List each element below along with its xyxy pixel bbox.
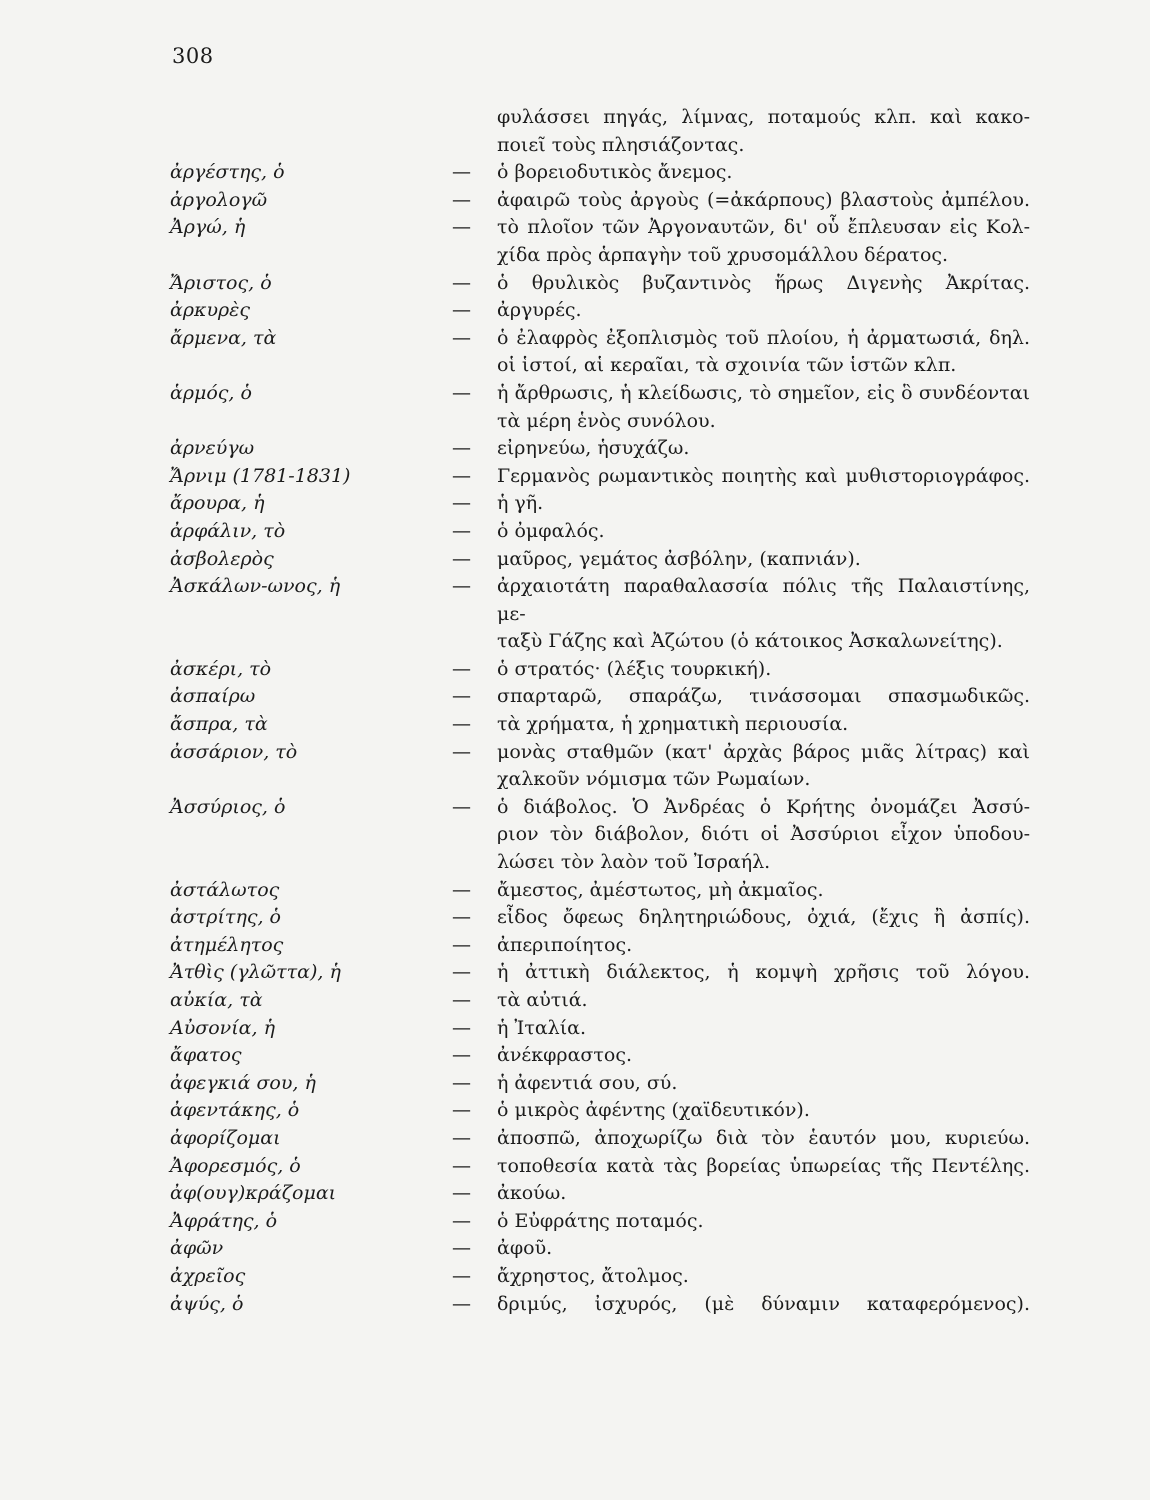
entry-definition <box>497 1291 1030 1319</box>
entry-dash: — <box>452 1292 471 1315</box>
glossary-entry <box>170 518 1030 546</box>
glossary-entry <box>170 932 1030 960</box>
glossary-entry <box>170 1042 1030 1070</box>
glossary-entry <box>170 711 1030 739</box>
definition-line: λώσει τὸν λαὸν τοῦ Ἰσραήλ. <box>497 851 771 874</box>
definition-line: δριμύς, ἰσχυρός, (μὲ δύναμιν καταφερόμενος). <box>497 1292 1030 1315</box>
definition-line: τὸ πλοῖον τῶν Ἀργοναυτῶν, δι' οὗ ἔπλευσαν εἰς Κολ- <box>497 216 1030 239</box>
entry-dash: — <box>452 326 471 349</box>
entry-term: ἀργέστης, ὁ <box>170 161 285 184</box>
entry-dash: — <box>452 519 471 542</box>
glossary-entry <box>170 739 1030 794</box>
definition-line: Γερμανὸς ρωμαντικὸς ποιητὴς καὶ μυθιστοριογράφος. <box>497 464 1030 487</box>
definition-line: σπαρταρῶ, σπαράζω, τινάσσομαι σπασμωδικῶς. <box>497 685 1030 708</box>
entry-dash: — <box>452 713 471 736</box>
entry-dash: — <box>452 740 471 763</box>
glossary-entry <box>170 1180 1030 1208</box>
entry-definition <box>497 794 1030 877</box>
glossary-entry <box>170 1015 1030 1043</box>
entry-term: ἄφατος <box>170 1044 242 1067</box>
entry-dash: — <box>452 1126 471 1149</box>
definition-line: τὰ χρήματα, ἡ χρηματικὴ περιουσία. <box>497 713 849 736</box>
entry-definition <box>497 1125 1030 1153</box>
entry-term: ἀφ(ουγ)κράζομαι <box>170 1182 337 1205</box>
entry-term: Ἀσκάλων-ωνος, ἡ <box>170 575 341 598</box>
entry-definition <box>497 711 1030 739</box>
entry-definition <box>497 214 1030 269</box>
entry-definition <box>497 739 1030 794</box>
definition-line: μαῦρος, γεμάτος ἀσβόλην, (καπνιάν). <box>497 547 861 570</box>
glossary-entry <box>170 1125 1030 1153</box>
definition-line: χαλκοῦν νόμισμα τῶν Ρωμαίων. <box>497 768 811 791</box>
glossary-entry <box>170 104 1030 159</box>
definition-line: ἡ Ἰταλία. <box>497 1016 587 1039</box>
entry-dash: — <box>452 299 471 322</box>
entry-term: ἀρνεύγω <box>170 437 255 460</box>
entry-definition <box>497 987 1030 1015</box>
entry-term: ἀρκυρὲς <box>170 299 251 322</box>
entry-dash: — <box>452 1071 471 1094</box>
definition-line: τὰ αὐτιά. <box>497 989 588 1011</box>
glossary-entry <box>170 325 1030 380</box>
glossary-entry <box>170 214 1030 269</box>
definition-line: ἀφαιρῶ τοὺς ἀργοὺς (=ἀκάρπους) βλαστοὺς ἀμπέλου. <box>497 188 1030 211</box>
entry-definition <box>497 270 1030 298</box>
definition-line: ὁ ἐλαφρὸς ἐξοπλισμὸς τοῦ πλοίου, ἡ ἀρματωσιά, δηλ. <box>497 326 1030 349</box>
glossary-entry <box>170 1263 1030 1291</box>
entry-definition <box>497 297 1030 325</box>
entry-definition <box>497 932 1030 960</box>
glossary-entry <box>170 490 1030 518</box>
definition-line: ταξὺ Γάζης καὶ Ἀζώτου (ὁ κάτοικος Ἀσκαλωνείτης). <box>497 630 1003 653</box>
entry-term: ἀφῶν <box>170 1237 224 1260</box>
entry-dash: — <box>452 188 471 211</box>
entry-definition <box>497 104 1030 159</box>
definition-line: μονὰς σταθμῶν (κατ' ἀρχὰς βάρος μιᾶς λίτρας) καὶ <box>497 740 1030 763</box>
definition-line: ἡ ἄρθρωσις, ἡ κλείδωσις, τὸ σημεῖον, εἰς ὃ συνδέονται <box>497 381 1030 404</box>
entry-definition <box>497 1042 1030 1070</box>
entry-definition <box>497 546 1030 574</box>
definition-line: ἀφοῦ. <box>497 1237 553 1260</box>
entry-definition <box>497 1180 1030 1208</box>
entry-dash: — <box>452 1154 471 1177</box>
entry-definition <box>497 435 1030 463</box>
glossary-entry <box>170 573 1030 656</box>
glossary-entry <box>170 1153 1030 1181</box>
entry-term: ἀσσάριον, τὸ <box>170 740 298 763</box>
entry-definition <box>497 573 1030 656</box>
definition-line: ἀκούω. <box>497 1182 567 1205</box>
glossary-entry <box>170 435 1030 463</box>
entry-dash: — <box>452 933 471 956</box>
definition-line: ἡ γῆ. <box>497 492 544 515</box>
definition-line: ἀρχαιοτάτη παραθαλασσία πόλις τῆς Παλαιστίνης, με- <box>497 575 1030 625</box>
entry-definition <box>497 1235 1030 1263</box>
entry-dash: — <box>452 1209 471 1232</box>
entry-dash: — <box>452 657 471 680</box>
definition-line: φυλάσσει πηγάς, λίμνας, ποταμούς κλπ. καὶ κακο- <box>497 106 1030 128</box>
glossary-entry <box>170 187 1030 215</box>
glossary-entry <box>170 987 1030 1015</box>
entry-term: ἀργολογῶ <box>170 188 268 211</box>
entry-definition <box>497 1097 1030 1125</box>
entry-dash: — <box>452 464 471 487</box>
entry-term: ἀφορίζομαι <box>170 1126 281 1149</box>
entry-term: ἀσπαίρω <box>170 685 256 708</box>
glossary-entry <box>170 297 1030 325</box>
entry-definition <box>497 490 1030 518</box>
entry-term: Ἀργώ, ἡ <box>170 216 246 239</box>
entry-term: ἀψύς, ὁ <box>170 1292 244 1315</box>
entry-term: ἄρμενα, τὰ <box>170 326 277 349</box>
entry-term: ἀσκέρι, τὸ <box>170 657 272 680</box>
definition-line: ἡ ἀττικὴ διάλεκτος, ἡ κομψὴ χρῆσις τοῦ λόγου. <box>497 961 1030 984</box>
entry-definition <box>497 1263 1030 1291</box>
entry-term: ἄσπρα, τὰ <box>170 713 268 736</box>
entry-term: ἀφεντάκης, ὁ <box>170 1099 300 1122</box>
entry-definition <box>497 159 1030 187</box>
entry-dash: — <box>452 492 471 515</box>
glossary-entry <box>170 1070 1030 1098</box>
definition-line: ἀποσπῶ, ἀποχωρίζω διὰ τὸν ἑαυτόν μου, κυριεύω. <box>497 1126 1030 1149</box>
entry-dash: — <box>452 216 471 239</box>
entry-definition <box>497 463 1030 491</box>
glossary-entry <box>170 159 1030 187</box>
entry-term: ἀρφάλιν, τὸ <box>170 519 286 542</box>
definition-line: ὁ μικρὸς ἀφέντης (χαϊδευτικόν). <box>497 1099 810 1122</box>
page-number: 308 <box>172 44 214 68</box>
glossary-entry <box>170 877 1030 905</box>
entry-term: ἀτημέλητος <box>170 933 284 956</box>
definition-line: ριον τὸν διάβολον, διότι οἱ Ἀσσύριοι εἶχον ὑποδου- <box>497 823 1030 846</box>
glossary-entry <box>170 270 1030 298</box>
glossary-entry <box>170 1235 1030 1263</box>
entry-dash: — <box>452 1099 471 1122</box>
entry-term: ἀχρεῖος <box>170 1264 246 1287</box>
entry-dash: — <box>452 1237 471 1260</box>
entry-dash: — <box>452 271 471 294</box>
entry-definition <box>497 683 1030 711</box>
entry-dash: — <box>452 381 471 404</box>
entry-term: ἀστρίτης, ὁ <box>170 906 281 929</box>
entry-term: Ἄριστος, ὁ <box>170 271 272 294</box>
entry-dash: — <box>452 906 471 929</box>
entry-dash: — <box>452 1182 471 1205</box>
entry-dash: — <box>452 1044 471 1067</box>
entry-definition <box>497 187 1030 215</box>
definition-line: ποιεῖ τοὺς πλησιάζοντας. <box>497 133 745 156</box>
entry-definition <box>497 1070 1030 1098</box>
definition-line: τὰ μέρη ἑνὸς συνόλου. <box>497 409 716 432</box>
entry-definition <box>497 959 1030 987</box>
definition-line: ὁ στρατός· (λέξις τουρκική). <box>497 657 772 680</box>
entry-definition <box>497 1208 1030 1236</box>
definition-line: εἶδος ὄφεως δηλητηριώδους, ὀχιά, (ἔχις ἢ ἀσπίς). <box>497 906 1030 929</box>
glossary-entry <box>170 1291 1030 1319</box>
glossary-entry <box>170 1097 1030 1125</box>
glossary-entry <box>170 656 1030 684</box>
definition-line: χίδα πρὸς ἁρπαγὴν τοῦ χρυσομάλλου δέρατος. <box>497 243 949 266</box>
glossary-entry <box>170 1208 1030 1236</box>
entry-term: Ἄρνιμ (1781-1831) <box>170 464 351 487</box>
entry-definition <box>497 1153 1030 1181</box>
definition-line: ἀπεριποίητος. <box>497 933 633 956</box>
entry-definition <box>497 325 1030 380</box>
glossary-entry <box>170 546 1030 574</box>
glossary-entry <box>170 794 1030 877</box>
definition-line: εἰρηνεύω, ἡσυχάζω. <box>497 437 690 460</box>
entry-dash: — <box>452 547 471 570</box>
entry-dash: — <box>452 685 471 708</box>
entry-term: Ἀφράτης, ὁ <box>170 1209 278 1232</box>
entry-dash: — <box>452 161 471 184</box>
entry-dash: — <box>452 795 471 818</box>
entry-term: Αὐσονία, ἡ <box>170 1016 275 1039</box>
glossary-entry <box>170 959 1030 987</box>
definition-line: ὁ Εὐφράτης ποταμός. <box>497 1209 704 1232</box>
entry-definition <box>497 877 1030 905</box>
entry-definition <box>497 518 1030 546</box>
definition-line: ἄμεστος, ἀμέστωτος, μὴ ἀκμαῖος. <box>497 878 824 901</box>
definition-line: ἀργυρές. <box>497 299 582 322</box>
entry-term: Ἀφορεσμός, ὁ <box>170 1154 301 1177</box>
glossary-list <box>170 104 1030 1318</box>
entry-dash: — <box>452 437 471 460</box>
entry-dash: — <box>452 878 471 901</box>
definition-line: ὁ ὀμφαλός. <box>497 519 605 542</box>
definition-line: οἱ ἱστοί, αἱ κεραῖαι, τὰ σχοινία τῶν ἱστῶν κλπ. <box>497 354 957 377</box>
entry-term: ἄρουρα, ἡ <box>170 492 265 515</box>
entry-dash: — <box>452 961 471 984</box>
definition-line: ἄχρηστος, ἄτολμος. <box>497 1264 689 1287</box>
glossary-entry <box>170 683 1030 711</box>
entry-term: Ἀσσύριος, ὁ <box>170 795 286 818</box>
entry-dash: — <box>452 989 471 1011</box>
entry-definition <box>497 1015 1030 1043</box>
entry-dash: — <box>452 1264 471 1287</box>
entry-term: ἀφεγκιά σου, ἡ <box>170 1071 316 1094</box>
entry-definition <box>497 656 1030 684</box>
entry-term: Ἀτθὶς (γλῶττα), ἡ <box>170 961 341 984</box>
definition-line: ὁ διάβολος. Ὁ Ἀνδρέας ὁ Κρήτης ὀνομάζει Ἀσσύ- <box>497 795 1030 818</box>
entry-dash: — <box>452 1016 471 1039</box>
glossary-entry <box>170 904 1030 932</box>
entry-term: ἀστάλωτος <box>170 878 280 901</box>
entry-definition <box>497 380 1030 435</box>
definition-line: ὁ θρυλικὸς βυζαντινὸς ἥρως Διγενὴς Ἀκρίτας. <box>497 271 1030 294</box>
definition-line: τοποθεσία κατὰ τὰς βορείας ὑπωρείας τῆς Πεντέλης. <box>497 1154 1030 1177</box>
entry-term: ἀσβολερὸς <box>170 547 274 570</box>
definition-line: ἀνέκφραστος. <box>497 1044 633 1067</box>
definition-line: ὁ βορειοδυτικὸς ἄνεμος. <box>497 161 733 184</box>
definition-line: ἡ ἀφεντιά σου, σύ. <box>497 1071 678 1094</box>
glossary-entry <box>170 380 1030 435</box>
entry-term: αὐκία, τὰ <box>170 989 263 1011</box>
glossary-entry <box>170 463 1030 491</box>
entry-term: ἁρμός, ὁ <box>170 381 252 404</box>
entry-dash: — <box>452 575 471 598</box>
entry-definition <box>497 904 1030 932</box>
